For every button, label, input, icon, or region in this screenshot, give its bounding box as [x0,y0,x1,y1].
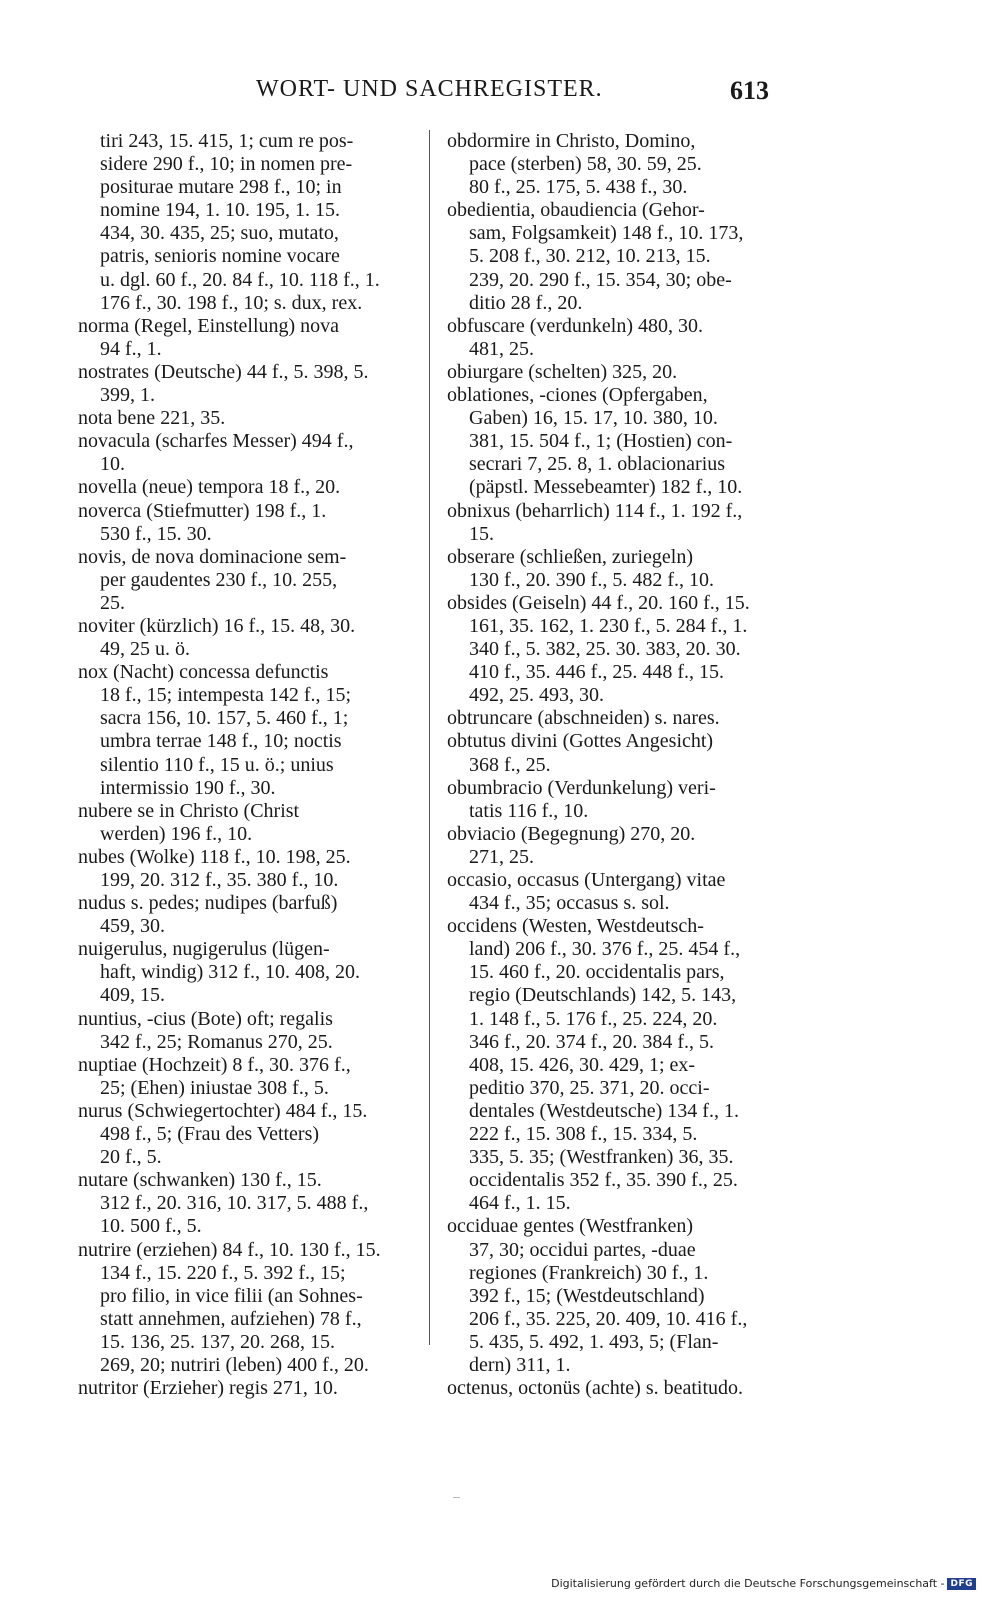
index-line-continuation: 392 f., 15; (Westdeutschland) [469,1284,705,1307]
index-line-continuation: 434, 30. 435, 25; suo, mutato, [100,222,339,245]
index-line-continuation: statt annehmen, aufziehen) 78 f., [100,1307,362,1330]
index-line-continuation: 464 f., 1. 15. [469,1192,571,1215]
index-entry-headword-line: nuigerulus, nugigerulus (lügen- [78,938,330,961]
dfg-logo: DFG [947,1578,976,1590]
index-line-continuation: 15. 460 f., 20. occidentalis pars, [469,961,725,984]
index-line-continuation: 346 f., 20. 374 f., 20. 384 f., 5. [469,1030,714,1053]
index-entry-headword-line: nutritor (Erzieher) regis 271, 10. [78,1377,338,1400]
index-line-continuation: per gaudentes 230 f., 10. 255, [100,568,338,591]
index-line-continuation: 37, 30; occidui partes, -duae [469,1238,696,1261]
index-line-continuation: 15. 136, 25. 137, 20. 268, 15. [100,1330,335,1353]
index-line-continuation: 130 f., 20. 390 f., 5. 482 f., 10. [469,568,714,591]
index-line-continuation: 492, 25. 493, 30. [469,684,604,707]
index-entry-headword-line: nuptiae (Hochzeit) 8 f., 30. 376 f., [78,1053,351,1076]
index-line-continuation: 1. 148 f., 5. 176 f., 25. 224, 20. [469,1007,718,1030]
index-line-continuation: 335, 5. 35; (Westfranken) 36, 35. [469,1146,734,1169]
index-entry-headword-line: nurus (Schwiegertochter) 484 f., 15. [78,1099,368,1122]
index-entry-headword-line: obumbracio (Verdunkelung) veri- [447,776,716,799]
index-line-continuation: (päpstl. Messebeamter) 182 f., 10. [469,476,743,499]
index-line-continuation: 481, 25. [469,337,534,360]
index-line-continuation: 20 f., 5. [100,1146,162,1169]
index-line-continuation: 434 f., 35; occasus s. sol. [469,892,670,915]
index-line-continuation: 94 f., 1. [100,337,162,360]
index-line-continuation: 134 f., 15. 220 f., 5. 392 f., 15; [100,1261,346,1284]
index-line-continuation: intermissio 190 f., 30. [100,776,276,799]
index-entry-headword-line: obedientia, obaudiencia (Gehor- [447,199,705,222]
index-line-continuation: 222 f., 15. 308 f., 15. 334, 5. [469,1123,698,1146]
index-line-continuation: 161, 35. 162, 1. 230 f., 5. 284 f., 1. [469,614,748,637]
index-line-continuation: 80 f., 25. 175, 5. 438 f., 30. [469,176,688,199]
index-line-continuation: 25. [100,591,125,614]
index-entry-headword-line: obnixus (beharrlich) 114 f., 1. 192 f., [447,499,743,522]
index-entry-headword-line: obiurgare (schelten) 325, 20. [447,360,678,383]
index-line-continuation: 199, 20. 312 f., 35. 380 f., 10. [100,869,339,891]
index-line-continuation: secrari 7, 25. 8, 1. oblacionarius [469,453,726,476]
index-entry-headword-line: nudus s. pedes; nudipes (barfuß) [78,892,338,915]
digitization-footer [551,1577,976,1590]
index-line-continuation: 25; (Ehen) iniustae 308 f., 5. [100,1076,329,1099]
index-line-continuation: tatis 116 f., 10. [469,799,589,822]
index-line-continuation: ditio 28 f., 20. [469,291,583,314]
index-entry-headword-line: novis, de nova dominacione sem- [78,545,347,568]
index-entry-headword-line: nota bene 221, 35. [78,407,226,430]
index-line-continuation: 176 f., 30. 198 f., 10; s. dux, rex. [100,291,363,314]
index-line-continuation: regio (Deutschlands) 142, 5. 143, [469,984,737,1007]
index-entry-headword-line: obsides (Geiseln) 44 f., 20. 160 f., 15. [447,591,750,614]
footer-text: Digitalisierung gefördert durch die Deutsche Forschungsgemeinschaft - [551,1577,945,1590]
index-entry-headword-line: nuntius, -cius (Bote) oft; regalis [78,1007,333,1030]
index-line-continuation: 206 f., 35. 225, 20. 409, 10. 416 f., [469,1307,748,1330]
index-entry-headword-line: nutrire (erziehen) 84 f., 10. 130 f., 15. [78,1238,381,1261]
index-line-continuation: dern) 311, 1. [469,1353,571,1376]
index-entry-headword-line: novella (neue) tempora 18 f., 20. [78,476,341,499]
index-line-continuation: peditio 370, 25. 371, 20. occi- [469,1076,710,1099]
index-line-continuation: 15. [469,522,494,545]
index-line-continuation: sacra 156, 10. 157, 5. 460 f., 1; [100,707,349,730]
index-line-continuation: 381, 15. 504 f., 1; (Hostien) con- [469,430,733,453]
index-entry-headword-line: obfuscare (verdunkeln) 480, 30. [447,314,704,337]
index-column-right [447,130,783,1400]
index-line-continuation: 530 f., 15. 30. [100,522,212,545]
index-line-continuation: patris, senioris nomine vocare [100,245,340,268]
index-line-continuation: u. dgl. 60 f., 20. 84 f., 10. 118 f., 1. [100,268,380,291]
index-line-continuation: 410 f., 35. 446 f., 25. 448 f., 15. [469,661,724,684]
index-line-continuation: nomine 194, 1. 10. 195, 1. 15. [100,199,340,222]
index-line-continuation: 342 f., 25; Romanus 270, 25. [100,1030,333,1053]
index-line-continuation: 18 f., 15; intempesta 142 f., 15; [100,684,352,707]
index-entry-headword-line: octenus, octonüs (achte) s. beatitudo. [447,1377,744,1400]
index-line-continuation: land) 206 f., 30. 376 f., 25. 454 f., [469,938,741,961]
index-entry-headword-line: novacula (scharfes Messer) 494 f., [78,430,354,453]
index-line-continuation: 10. [100,453,125,476]
index-entry-headword-line: nubere se in Christo (Christ [78,799,300,822]
index-line-continuation: 10. 500 f., 5. [100,1215,202,1238]
index-entry-headword-line: obserare (schließen, zuriegeln) [447,545,693,568]
index-entry-headword-line: noviter (kürzlich) 16 f., 15. 48, 30. [78,614,356,637]
running-title: WORT- UND SACHREGISTER. [256,76,603,102]
index-line-continuation: haft, windig) 312 f., 10. 408, 20. [100,961,360,984]
index-entry-headword-line: noverca (Stiefmutter) 198 f., 1. [78,499,327,522]
index-line-continuation: 368 f., 25. [469,753,551,776]
index-entry-headword-line: nutare (schwanken) 130 f., 15. [78,1169,322,1192]
index-entry-headword-line: nox (Nacht) concessa defunctis [78,661,329,684]
index-line-continuation: 459, 30. [100,915,165,938]
index-line-continuation: 498 f., 5; (Frau des Vetters) [100,1123,320,1146]
index-line-continuation: 340 f., 5. 382, 25. 30. 383, 20. 30. [469,638,741,661]
index-line-continuation: werden) 196 f., 10. [100,822,253,845]
index-line-continuation: 312 f., 20. 316, 10. 317, 5. 488 f., [100,1192,369,1215]
index-entry-headword-line: obviacio (Begegnung) 270, 20. [447,822,696,845]
page-number: 613 [730,76,769,105]
index-line-continuation: 49, 25 u. ö. [100,638,190,661]
index-line-continuation: silentio 110 f., 15 u. ö.; unius [100,753,334,776]
index-line-continuation: regiones (Frankreich) 30 f., 1. [469,1261,709,1284]
index-line-continuation: tiri 243, 15. 415, 1; cum re pos- [100,130,354,152]
index-line-continuation: sam, Folgsamkeit) 148 f., 10. 173, [469,222,744,245]
index-line-continuation: 269, 20; nutriri (leben) 400 f., 20. [100,1353,369,1376]
index-entry-headword-line: oblationes, -ciones (Opfergaben, [447,384,708,407]
index-entry-headword-line: obtutus divini (Gottes Angesicht) [447,730,714,753]
index-line-continuation: 271, 25. [469,845,534,868]
index-entry-headword-line: obdormire in Christo, Domino, [447,130,696,152]
index-entry-headword-line: occiduae gentes (Westfranken) [447,1215,694,1238]
index-line-continuation: positurae mutare 298 f., 10; in [100,176,342,199]
index-entry-headword-line: occasio, occasus (Untergang) vitae [447,869,726,891]
index-line-continuation: 408, 15. 426, 30. 429, 1; ex- [469,1053,696,1076]
index-line-continuation: dentales (Westdeutsche) 134 f., 1. [469,1099,739,1122]
index-line-continuation: 239, 20. 290 f., 15. 354, 30; obe- [469,268,732,291]
index-entry-headword-line: nubes (Wolke) 118 f., 10. 198, 25. [78,845,351,868]
page-mark [453,1497,460,1498]
index-line-continuation: umbra terrae 148 f., 10; noctis [100,730,342,753]
index-line-continuation: Gaben) 16, 15. 17, 10. 380, 10. [469,407,718,430]
index-line-continuation: sidere 290 f., 10; in nomen pre- [100,153,353,176]
index-line-continuation: pro filio, in vice filii (an Sohnes- [100,1284,363,1307]
index-entry-headword-line: norma (Regel, Einstellung) nova [78,314,340,337]
index-column-left [78,130,414,1400]
index-line-continuation: 5. 208 f., 30. 212, 10. 213, 15. [469,245,711,268]
index-line-continuation: occidentalis 352 f., 35. 390 f., 25. [469,1169,738,1192]
index-line-continuation: 5. 435, 5. 492, 1. 493, 5; (Flan- [469,1330,719,1353]
index-line-continuation: 409, 15. [100,984,165,1007]
index-entry-headword-line: nostrates (Deutsche) 44 f., 5. 398, 5. [78,360,369,383]
index-line-continuation: 399, 1. [100,384,155,407]
index-line-continuation: pace (sterben) 58, 30. 59, 25. [469,153,702,176]
page-header [0,76,1000,116]
index-entry-headword-line: occidens (Westen, Westdeutsch- [447,915,704,938]
index-entry-headword-line: obtruncare (abschneiden) s. nares. [447,707,720,730]
column-divider [429,130,430,1345]
